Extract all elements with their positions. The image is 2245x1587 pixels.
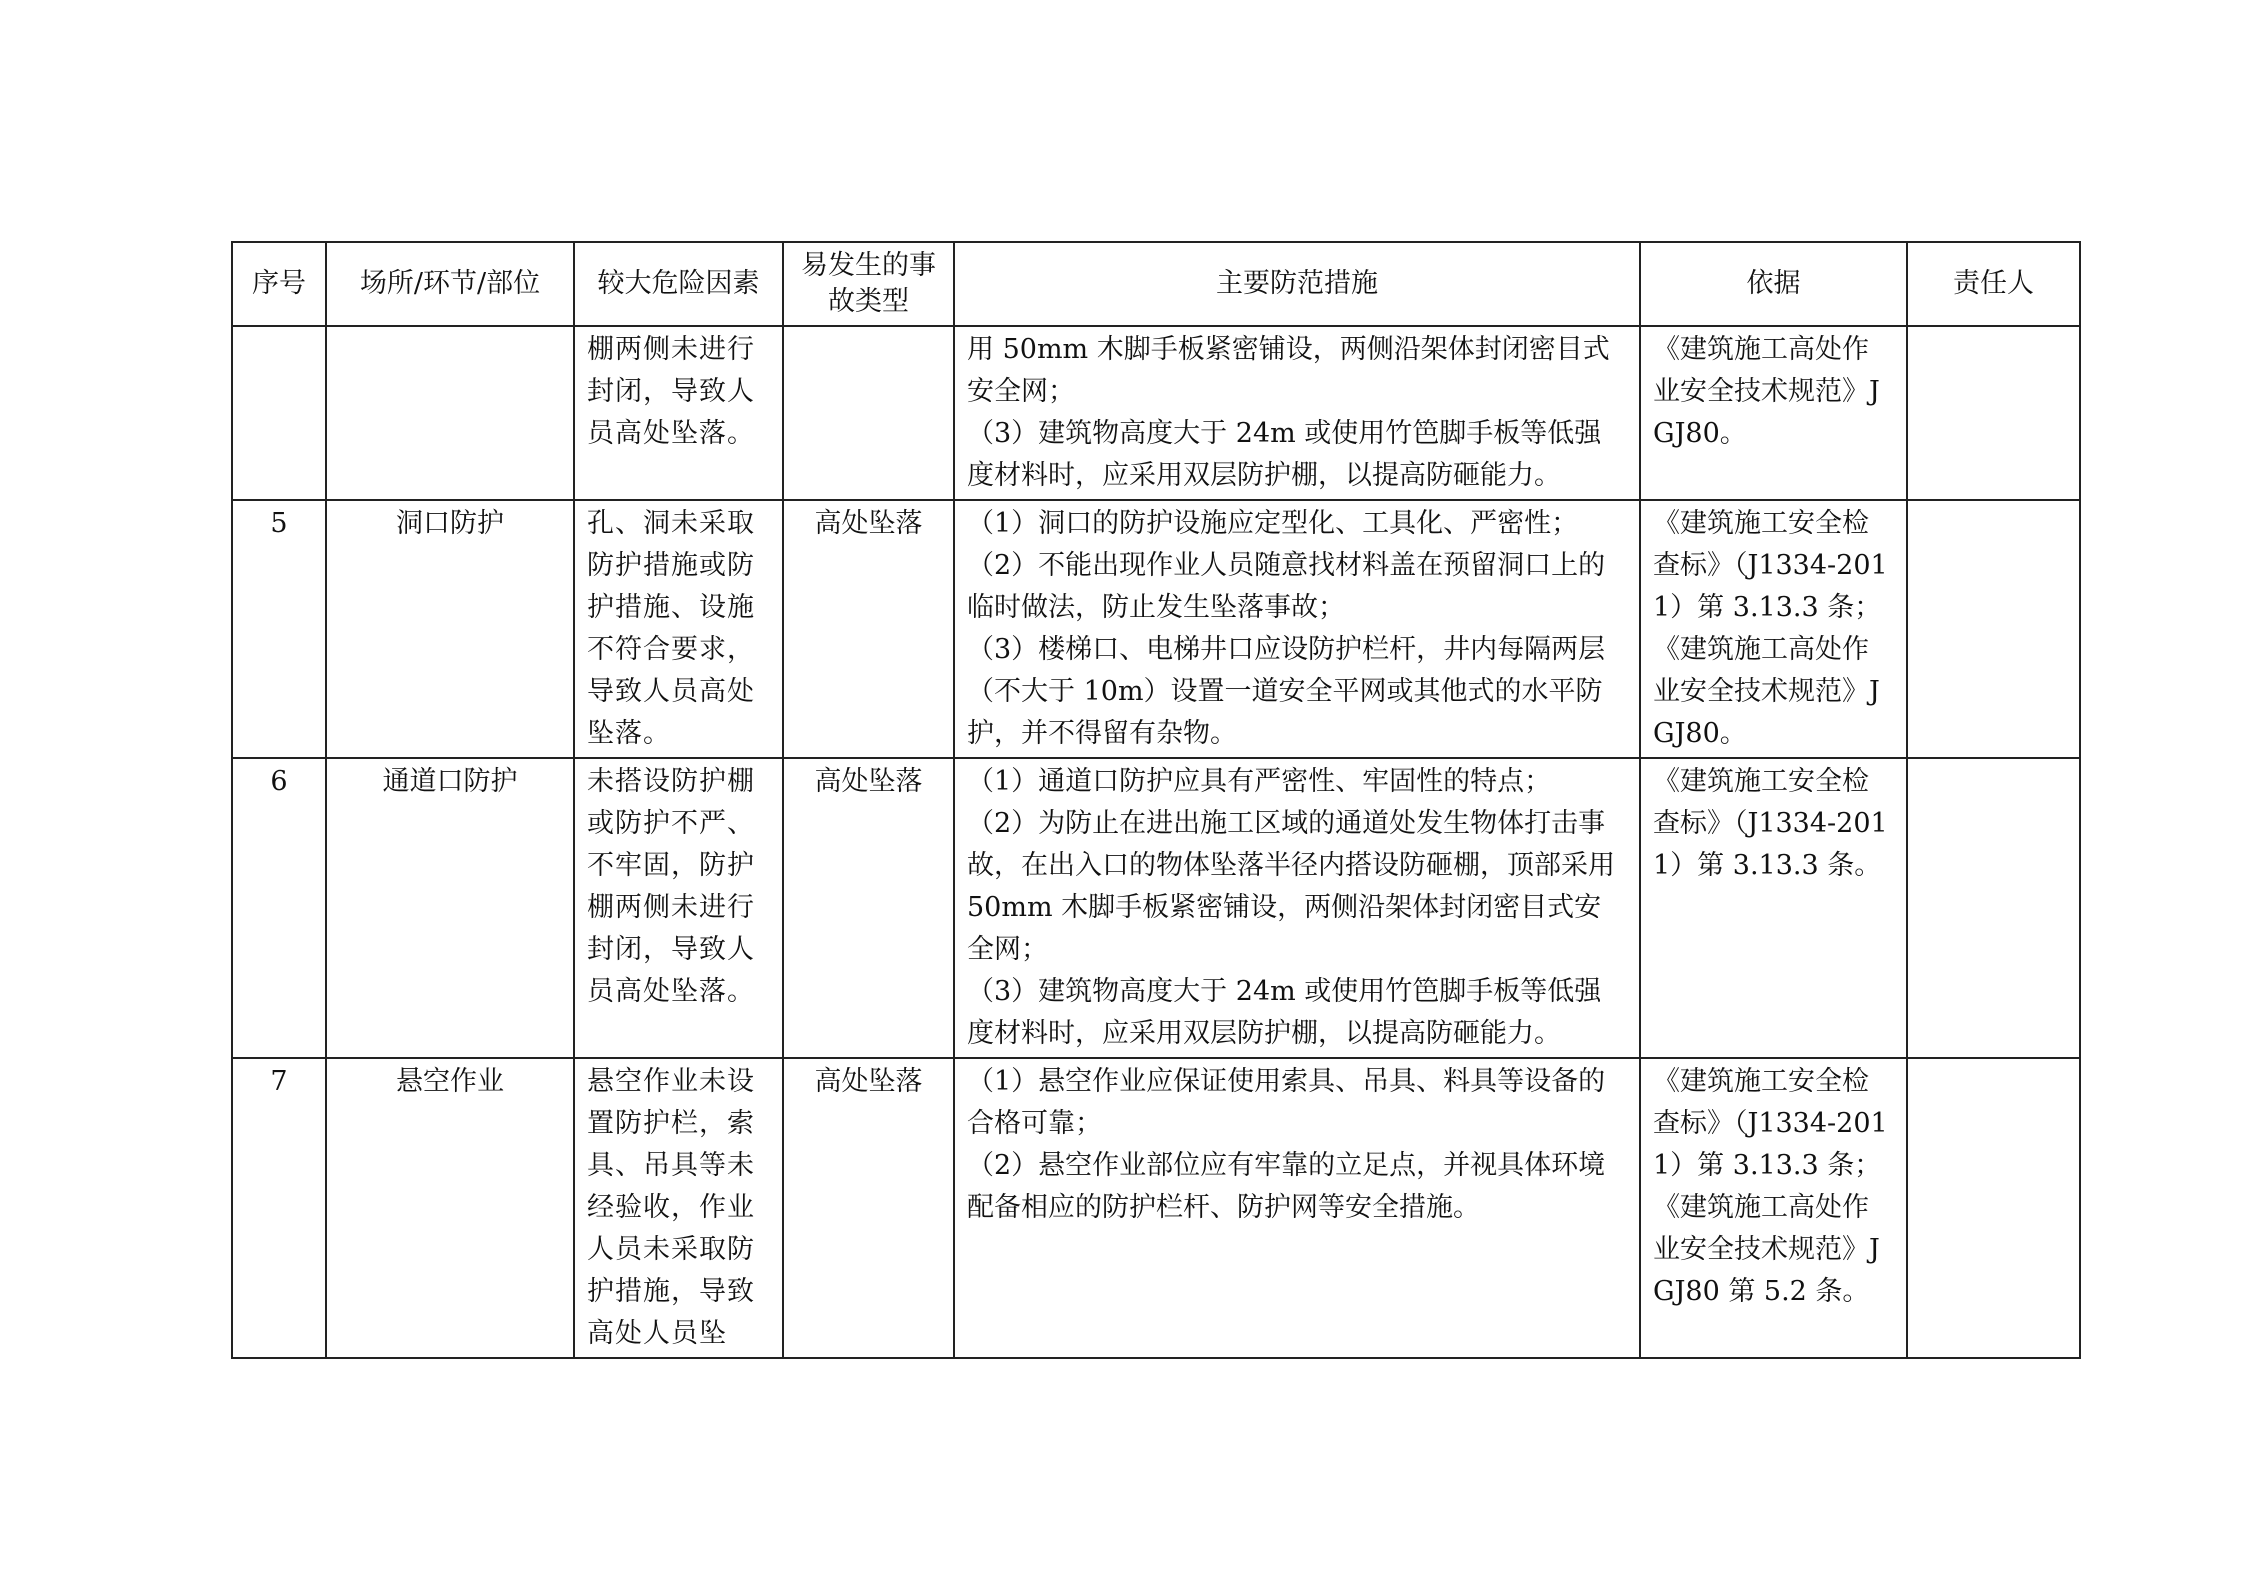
basis-line: 《建筑施工高处作业安全技术规范》JGJ80 第 5.2 条。	[1653, 1192, 1880, 1307]
header-risk: 较大危险因素	[574, 242, 783, 326]
cell-place: 洞口防护	[326, 500, 574, 758]
basis-line: 《建筑施工高处作业安全技术规范》JGJ80。	[1653, 634, 1880, 749]
cell-accident: 高处坠落	[783, 758, 954, 1058]
header-basis: 依据	[1640, 242, 1907, 326]
measure-line: （3）建筑物高度大于 24m 或使用竹笆脚手板等低强度材料时，应采用双层防护棚，以提高防砸能力。	[967, 418, 1602, 491]
hazard-table	[231, 241, 2081, 1359]
header-accident: 易发生的事故类型	[783, 242, 954, 326]
cell-person	[1907, 1058, 2080, 1358]
measure-line: （3）楼梯口、电梯井口应设防护栏杆，井内每隔两层（不大于 10m）设置一道安全平网或其他式的水平防护，并不得留有杂物。	[967, 634, 1606, 749]
cell-place: 通道口防护	[326, 758, 574, 1058]
cell-risk: 悬空作业未设置防护栏，索具、吊具等未经验收，作业人员未采取防护措施，导致高处人员坠	[574, 1058, 783, 1358]
table-row	[232, 500, 2080, 758]
measure-line: （2）悬空作业部位应有牢靠的立足点，并视具体环境配备相应的防护栏杆、防护网等安全措施。	[967, 1150, 1606, 1223]
header-measures: 主要防范措施	[954, 242, 1640, 326]
table-header-row	[232, 242, 2080, 326]
basis-line: 《建筑施工高处作业安全技术规范》JGJ80。	[1653, 334, 1880, 449]
cell-basis	[1640, 1058, 1907, 1358]
header-place: 场所/环节/部位	[326, 242, 574, 326]
measure-line: （2）为防止在进出施工区域的通道处发生物体打击事故，在出入口的物体坠落半径内搭设防砸棚，顶部采用 50mm 木脚手板紧密铺设，两侧沿架体封闭密目式安全网；	[967, 808, 1615, 965]
cell-accident	[783, 326, 954, 500]
measure-line: （2）不能出现作业人员随意找材料盖在预留洞口上的临时做法，防止发生坠落事故；	[967, 550, 1606, 623]
measure-line: （1）通道口防护应具有严密性、牢固性的特点；	[967, 766, 1552, 797]
cell-measures	[954, 500, 1640, 758]
header-person: 责任人	[1907, 242, 2080, 326]
table-row	[232, 758, 2080, 1058]
cell-measures	[954, 758, 1640, 1058]
table-row	[232, 1058, 2080, 1358]
basis-line: 《建筑施工安全检查标》（J1334-2011）第 3.13.3 条；	[1653, 508, 1888, 623]
table-row	[232, 326, 2080, 500]
measure-line: （1）洞口的防护设施应定型化、工具化、严密性；	[967, 508, 1579, 539]
cell-accident: 高处坠落	[783, 500, 954, 758]
cell-measures	[954, 326, 1640, 500]
cell-no: 6	[232, 758, 326, 1058]
header-no: 序号	[232, 242, 326, 326]
measure-line: （3）建筑物高度大于 24m 或使用竹笆脚手板等低强度材料时，应采用双层防护棚，以提高防砸能力。	[967, 976, 1602, 1049]
cell-place	[326, 326, 574, 500]
measure-line: （1）悬空作业应保证使用索具、吊具、料具等设备的合格可靠；	[967, 1066, 1606, 1139]
cell-person	[1907, 758, 2080, 1058]
basis-line: 《建筑施工安全检查标》（J1334-2011）第 3.13.3 条。	[1653, 766, 1888, 881]
basis-line: 《建筑施工安全检查标》（J1334-2011）第 3.13.3 条；	[1653, 1066, 1888, 1181]
measure-line: 用 50mm 木脚手板紧密铺设，两侧沿架体封闭密目式安全网；	[967, 334, 1610, 407]
cell-no	[232, 326, 326, 500]
cell-measures	[954, 1058, 1640, 1358]
cell-basis	[1640, 326, 1907, 500]
cell-risk: 孔、洞未采取防护措施或防护措施、设施不符合要求，导致人员高处坠落。	[574, 500, 783, 758]
cell-risk: 未搭设防护棚或防护不严、不牢固，防护棚两侧未进行封闭，导致人员高处坠落。	[574, 758, 783, 1058]
cell-risk: 棚两侧未进行封闭，导致人员高处坠落。	[574, 326, 783, 500]
cell-basis	[1640, 500, 1907, 758]
cell-basis	[1640, 758, 1907, 1058]
cell-person	[1907, 500, 2080, 758]
cell-place: 悬空作业	[326, 1058, 574, 1358]
cell-no: 5	[232, 500, 326, 758]
cell-no: 7	[232, 1058, 326, 1358]
cell-person	[1907, 326, 2080, 500]
cell-accident: 高处坠落	[783, 1058, 954, 1358]
